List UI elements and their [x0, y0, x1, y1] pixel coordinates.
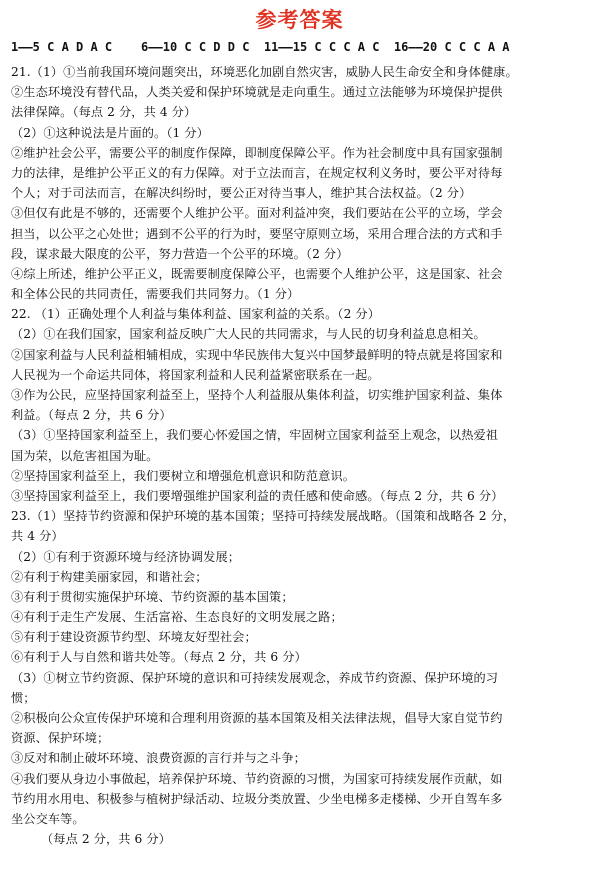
text-line: ②有利于构建美丽家园，和谐社会； [11, 569, 208, 584]
text-line: ③有利于贯彻实施保护环境、节约资源的基本国策； [11, 589, 294, 604]
text-line: ⑤有利于建设资源节约型、环境友好型社会； [11, 630, 257, 645]
text-line: ⑥有利于人与自然和谐共处等。（每点 2 分，共 6 分） [11, 650, 307, 665]
text-line: ③但仅有此是不够的，还需要个人维护公平。面对利益冲突，我们要站在公平的立场，学会 [11, 206, 503, 221]
text-line: （3）①坚持国家利益至上，我们要心怀爱国之情，牢固树立国家利益至上观念，以热爱祖 [11, 428, 499, 443]
text-line: 和全体公民的共同责任，需要我们共同努力。（1 分） [11, 287, 300, 302]
text-line: 段，谋求最大限度的公平，努力营造一个公平的环境。（2 分） [11, 246, 349, 261]
text-line: 力的法律，是维护公平正义的有力保障。对于立法而言，在规定权利义务时，要公平对待每 [11, 165, 503, 180]
text-line: 法律保障。（每点 2 分，共 4 分） [11, 105, 197, 120]
text-line: （2）①在我们国家，国家利益反映广大人民的共同需求，与人民的切身利益息息相关。 [11, 327, 486, 342]
answer-text-body [11, 62, 591, 849]
text-line: 共 4 分） [11, 529, 64, 544]
text-line: 21.（1）①当前我国环境问题突出，环境恶化加剧自然灾害，威胁人民生命安全和身体健康。 [11, 65, 518, 79]
text-line: 国为荣，以危害祖国为耻。 [11, 448, 159, 463]
text-line: ④我们要从身边小事做起，培养保护环境、节约资源的习惯，为国家可持续发展作贡献，如 [11, 771, 503, 786]
text-line: ②坚持国家利益至上，我们要树立和增强危机意识和防范意识。 [11, 468, 356, 483]
text-line: ②积极向公众宣传保护环境和合理利用资源的基本国策及相关法律法规，倡导大家自觉节约 [11, 711, 503, 725]
text-line: 个人；对于司法而言，在解决纠纷时，要公正对待当事人，维护其合法权益。（2 分） [11, 186, 472, 201]
text-line: 利益。（每点 2 分，共 6 分） [11, 408, 172, 423]
text-line: （2）①有利于资源环境与经济协调发展； [11, 549, 241, 564]
text-line: ②生态环境没有替代品，人类关爱和保护环境就是走向重生。通过立法能够为环境保护提供 [11, 85, 503, 100]
text-line: （3）①树立节约资源、保护环境的意识和可持续发展观念，养成节约资源、保护环境的习 [11, 670, 499, 685]
text-line: ③坚持国家利益至上，我们要增强维护国家利益的责任感和使命感。（每点 2 分，共 6 分） [11, 488, 504, 503]
text-line: ②维护社会公平，需要公平的制度作保障，即制度保障公平。作为社会制度中具有国家强制 [11, 145, 503, 160]
text-line: 坐公交车等。 [11, 811, 85, 826]
text-line: 担当，以公平之心处世；遇到不公平的行为时，要坚守原则立场，采用合理合法的方式和手 [11, 226, 503, 241]
text-line: 23.（1）坚持节约资源和保护环境的基本国策；坚持可持续发展战略。（国策和战略各 2 分， [11, 509, 516, 524]
text-line: ③作为公民，应坚持国家利益至上，坚持个人利益服从集体利益，切实维护国家利益、集体 [11, 388, 503, 402]
text-line: 资源、保护环境； [11, 731, 110, 746]
multiple-choice-answer-key: 1——5 C A D A C 6——10 C C D D C 11——15 C C C A C 16——20 C C C A A [11, 40, 510, 54]
page-title: 参考答案 [255, 8, 344, 32]
text-line: 惯； [11, 690, 36, 705]
text-line: ④有利于走生产发展、生活富裕、生态良好的文明发展之路； [11, 610, 343, 625]
text-line: ②国家利益与人民利益相辅相成，实现中华民族伟大复兴中国梦最鲜明的特点就是将国家和 [11, 347, 503, 362]
text-line: （2）①这种说法是片面的。（1 分） [11, 125, 209, 140]
text-line: 22. （1）正确处理个人利益与集体利益、国家利益的关系。（2 分） [11, 307, 381, 322]
text-line: 节约用水用电、积极参与植树护绿活动、垃圾分类放置、少坐电梯多走楼梯、少开自驾车多 [11, 791, 503, 806]
text-line: ④综上所述，维护公平正义，既需要制度保障公平，也需要个人维护公平，这是国家、社会 [11, 266, 503, 281]
text-line: （每点 2 分，共 6 分） [41, 832, 171, 847]
text-line: ③反对和制止破坏环境、浪费资源的言行并与之斗争； [11, 751, 306, 766]
text-line: 人民视为一个命运共同体，将国家利益和人民利益紧密联系在一起。 [11, 367, 380, 382]
